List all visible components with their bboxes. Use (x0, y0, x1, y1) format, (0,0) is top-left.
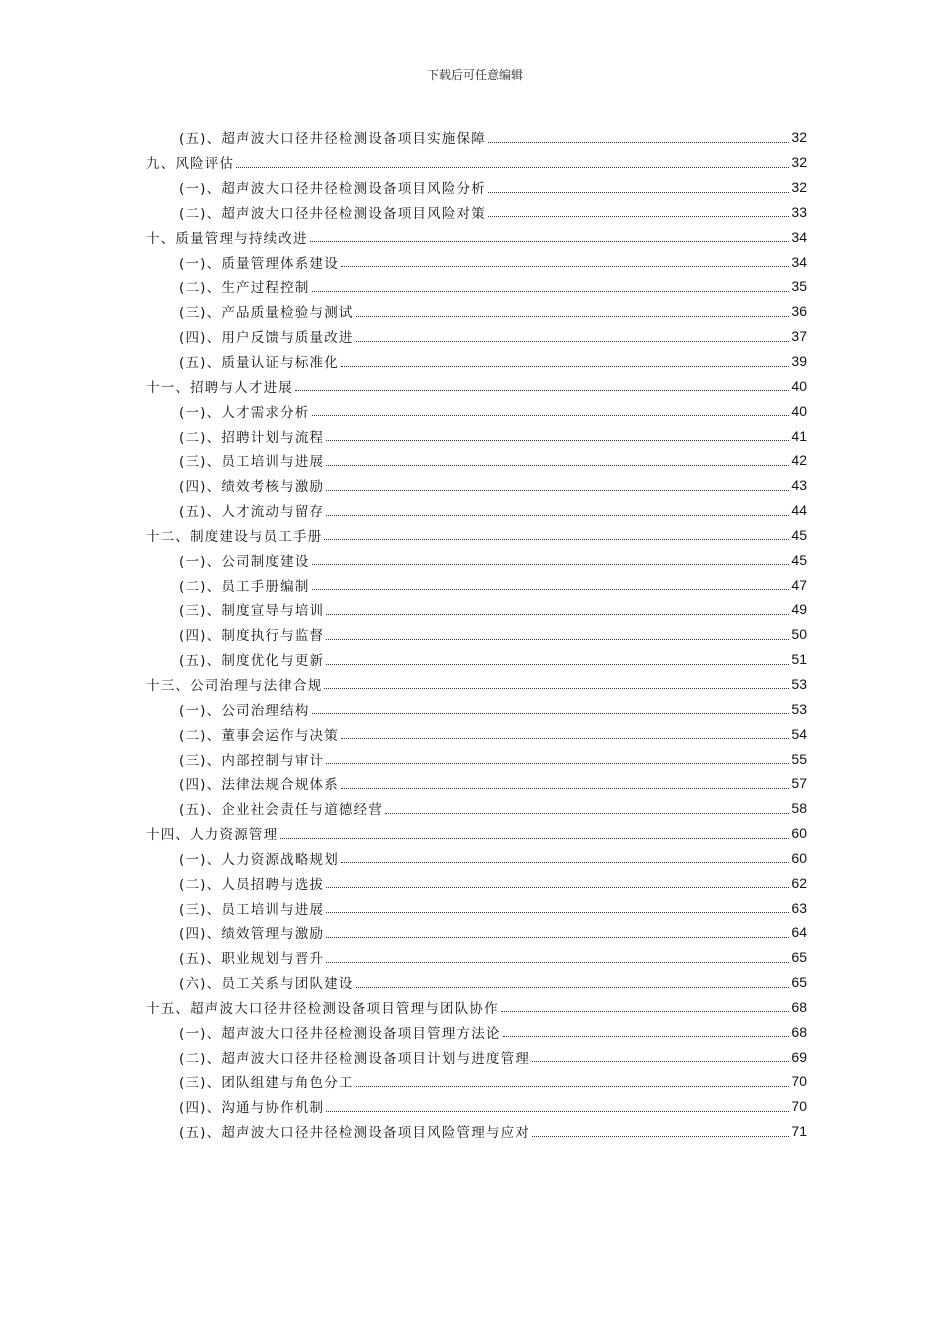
toc-dot-leader (341, 862, 789, 863)
toc-section-entry[interactable] (146, 1044, 807, 1069)
toc-entry-title: (一)、质量管理体系建设 (179, 255, 339, 272)
toc-dot-leader (326, 639, 789, 640)
toc-entry-title: (五)、企业社会责任与道德经营 (179, 802, 384, 819)
toc-dot-leader (236, 167, 789, 168)
toc-page-number: 60 (791, 825, 807, 842)
toc-page-number: 42 (791, 452, 807, 469)
toc-section-entry[interactable] (146, 870, 807, 895)
toc-page-number: 45 (791, 551, 807, 568)
toc-entry-title: (三)、员工培训与进展 (179, 454, 325, 471)
toc-page-number: 50 (791, 626, 807, 643)
toc-page-number: 51 (791, 651, 807, 668)
toc-section-entry[interactable] (146, 597, 807, 622)
toc-dot-leader (488, 192, 789, 193)
toc-page-number: 65 (791, 974, 807, 991)
toc-dot-leader (326, 937, 789, 938)
toc-section-entry[interactable] (146, 1019, 807, 1044)
toc-page-number: 68 (791, 1023, 807, 1040)
toc-section-entry[interactable] (146, 299, 807, 324)
toc-entry-title: (三)、产品质量检验与测试 (179, 305, 354, 322)
toc-page-number: 68 (791, 998, 807, 1015)
toc-dot-leader (324, 688, 789, 689)
toc-dot-leader (532, 1061, 789, 1062)
toc-section-entry[interactable] (146, 696, 807, 721)
toc-chapter-entry[interactable] (146, 672, 807, 697)
toc-entry-title: (五)、人才流动与留存 (179, 504, 325, 521)
toc-dot-leader (488, 142, 789, 143)
toc-chapter-entry[interactable] (146, 523, 807, 548)
toc-dot-leader (326, 614, 789, 615)
toc-entry-title: (四)、绩效考核与激励 (179, 479, 325, 496)
toc-entry-title: (一)、公司制度建设 (179, 553, 310, 570)
toc-section-entry[interactable] (146, 771, 807, 796)
toc-page-number: 57 (791, 775, 807, 792)
toc-entry-title: (一)、公司治理结构 (179, 702, 310, 719)
toc-entry-title: (五)、职业规划与晋升 (179, 951, 325, 968)
toc-dot-leader (356, 1086, 790, 1087)
toc-entry-title: (四)、制度执行与监督 (179, 628, 325, 645)
toc-dot-leader (341, 788, 789, 789)
toc-page-number: 47 (791, 576, 807, 593)
toc-dot-leader (326, 440, 789, 441)
toc-page-number: 49 (791, 601, 807, 618)
table-of-contents (146, 125, 807, 1144)
toc-section-entry[interactable] (146, 423, 807, 448)
toc-dot-leader (503, 1036, 790, 1037)
toc-section-entry[interactable] (146, 746, 807, 771)
toc-dot-leader (280, 838, 789, 839)
toc-dot-leader (326, 465, 789, 466)
toc-entry-title: (五)、制度优化与更新 (179, 653, 325, 670)
toc-page-number: 45 (791, 526, 807, 543)
toc-entry-title: (二)、人员招聘与选拔 (179, 876, 325, 893)
toc-section-entry[interactable] (146, 721, 807, 746)
toc-dot-leader (326, 490, 789, 491)
toc-dot-leader (532, 1136, 789, 1137)
toc-entry-title: (三)、制度宣导与培训 (179, 603, 325, 620)
toc-dot-leader (356, 316, 790, 317)
toc-dot-leader (326, 912, 789, 913)
toc-dot-leader (501, 1011, 790, 1012)
toc-page-number: 33 (791, 203, 807, 220)
toc-dot-leader (326, 962, 789, 963)
toc-dot-leader (312, 415, 790, 416)
toc-section-entry[interactable] (146, 324, 807, 349)
toc-section-entry[interactable] (146, 473, 807, 498)
toc-page-number: 39 (791, 353, 807, 370)
toc-dot-leader (326, 763, 789, 764)
toc-dot-leader (356, 987, 790, 988)
page-header: 下载后可任意编辑 (426, 68, 523, 82)
toc-dot-leader (324, 539, 789, 540)
toc-entry-title: 十二、制度建设与员工手册 (146, 528, 323, 545)
toc-dot-leader (326, 664, 789, 665)
toc-dot-leader (312, 713, 790, 714)
toc-section-entry[interactable] (146, 920, 807, 945)
toc-dot-leader (295, 390, 789, 391)
toc-page-number: 32 (791, 179, 807, 196)
toc-section-entry[interactable] (146, 1094, 807, 1119)
toc-page-number: 43 (791, 477, 807, 494)
toc-entry-title: 十三、公司治理与法律合规 (146, 677, 323, 694)
toc-dot-leader (356, 341, 790, 342)
toc-entry-title: (三)、内部控制与审计 (179, 752, 325, 769)
toc-page-number: 71 (791, 1123, 807, 1140)
toc-page-number: 63 (791, 899, 807, 916)
toc-entry-title: (二)、招聘计划与流程 (179, 429, 325, 446)
toc-section-entry[interactable] (146, 796, 807, 821)
toc-entry-title: (四)、用户反馈与质量改进 (179, 330, 354, 347)
toc-dot-leader (488, 216, 789, 217)
toc-page-number: 69 (791, 1048, 807, 1065)
toc-section-entry[interactable] (146, 200, 807, 225)
toc-page-number: 44 (791, 502, 807, 519)
toc-chapter-entry[interactable] (146, 373, 807, 398)
toc-chapter-entry[interactable] (146, 995, 807, 1020)
toc-section-entry[interactable] (146, 398, 807, 423)
toc-section-entry[interactable] (146, 349, 807, 374)
toc-page-number: 34 (791, 228, 807, 245)
toc-dot-leader (326, 887, 789, 888)
toc-section-entry[interactable] (146, 572, 807, 597)
toc-entry-title: 十、质量管理与持续改进 (146, 230, 308, 247)
toc-section-entry[interactable] (146, 274, 807, 299)
toc-dot-leader (341, 366, 789, 367)
toc-section-entry[interactable] (146, 249, 807, 274)
toc-entry-title: (四)、法律法规合规体系 (179, 777, 339, 794)
toc-section-entry[interactable] (146, 945, 807, 970)
toc-page-number: 34 (791, 253, 807, 270)
toc-section-entry[interactable] (146, 125, 807, 150)
toc-section-entry[interactable] (146, 498, 807, 523)
toc-page-number: 53 (791, 700, 807, 717)
toc-entry-title: (二)、超声波大口径井径检测设备项目风险对策 (179, 205, 486, 222)
toc-entry-title: 十一、招聘与人才进展 (146, 379, 293, 396)
toc-section-entry[interactable] (146, 895, 807, 920)
toc-section-entry[interactable] (146, 970, 807, 995)
toc-section-entry[interactable] (146, 845, 807, 870)
toc-page-number: 36 (791, 303, 807, 320)
toc-page-number: 70 (791, 1098, 807, 1115)
toc-dot-leader (326, 515, 789, 516)
toc-entry-title: (六)、员工关系与团队建设 (179, 976, 354, 993)
toc-page-number: 70 (791, 1073, 807, 1090)
toc-page-number: 60 (791, 849, 807, 866)
toc-page-number: 58 (791, 800, 807, 817)
toc-entry-title: (二)、董事会运作与决策 (179, 727, 339, 744)
toc-page-number: 53 (791, 675, 807, 692)
toc-page-number: 55 (791, 750, 807, 767)
toc-dot-leader (341, 738, 789, 739)
toc-entry-title: (二)、生产过程控制 (179, 280, 310, 297)
toc-entry-title: (二)、超声波大口径井径检测设备项目计划与进度管理 (179, 1050, 531, 1067)
toc-page-number: 40 (791, 402, 807, 419)
toc-dot-leader (326, 1111, 789, 1112)
toc-page-number: 54 (791, 725, 807, 742)
toc-dot-leader (312, 291, 790, 292)
toc-entry-title: (四)、沟通与协作机制 (179, 1100, 325, 1117)
toc-entry-title: 九、风险评估 (146, 156, 235, 173)
toc-entry-title: (一)、超声波大口径井径检测设备项目风险分析 (179, 181, 486, 198)
toc-section-entry[interactable] (146, 547, 807, 572)
toc-entry-title: 十四、人力资源管理 (146, 827, 279, 844)
toc-entry-title: (四)、绩效管理与激励 (179, 926, 325, 943)
toc-dot-leader (341, 266, 789, 267)
toc-page-number: 64 (791, 924, 807, 941)
toc-entry-title: (一)、人力资源战略规划 (179, 851, 339, 868)
toc-page-number: 65 (791, 949, 807, 966)
toc-entry-title: (一)、人才需求分析 (179, 404, 310, 421)
toc-entry-title: (五)、超声波大口径井径检测设备项目风险管理与应对 (179, 1125, 531, 1142)
toc-dot-leader (312, 589, 790, 590)
toc-entry-title: (五)、超声波大口径井径检测设备项目实施保障 (179, 131, 486, 148)
toc-page-number: 62 (791, 874, 807, 891)
toc-section-entry[interactable] (146, 448, 807, 473)
toc-section-entry[interactable] (146, 622, 807, 647)
toc-dot-leader (310, 241, 790, 242)
toc-chapter-entry[interactable] (146, 821, 807, 846)
toc-page-number: 37 (791, 328, 807, 345)
toc-page-number: 35 (791, 278, 807, 295)
toc-page-number: 32 (791, 154, 807, 171)
toc-section-entry[interactable] (146, 175, 807, 200)
toc-page-number: 40 (791, 377, 807, 394)
toc-section-entry[interactable] (146, 1119, 807, 1144)
toc-chapter-entry[interactable] (146, 224, 807, 249)
toc-dot-leader (312, 564, 790, 565)
toc-entry-title: (三)、员工培训与进展 (179, 901, 325, 918)
toc-entry-title: (三)、团队组建与角色分工 (179, 1075, 354, 1092)
toc-chapter-entry[interactable] (146, 150, 807, 175)
toc-entry-title: (五)、质量认证与标准化 (179, 355, 339, 372)
toc-entry-title: 十五、超声波大口径井径检测设备项目管理与团队协作 (146, 1000, 499, 1017)
toc-dot-leader (385, 813, 789, 814)
toc-section-entry[interactable] (146, 1069, 807, 1094)
toc-section-entry[interactable] (146, 647, 807, 672)
toc-entry-title: (二)、员工手册编制 (179, 578, 310, 595)
toc-page-number: 41 (791, 427, 807, 444)
toc-entry-title: (一)、超声波大口径井径检测设备项目管理方法论 (179, 1025, 501, 1042)
toc-page-number: 32 (791, 129, 807, 146)
